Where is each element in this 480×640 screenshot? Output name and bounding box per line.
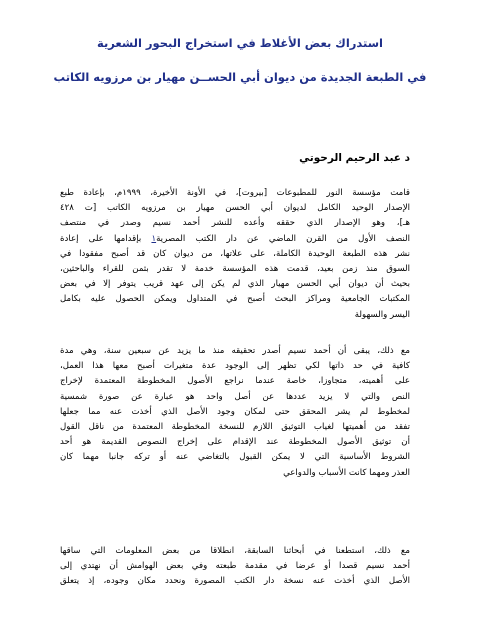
paragraph-line: مع ذلك، يبقى أن أحمد نسيم أصدر تحقيقه منذ ما يزيد عن سبعين سنة، وهي مدة [60, 346, 410, 356]
paragraph-line: مع ذلك، استطعنا في أبحاثنا السابقة، انطلاقا من بعض المعلومات التي ساقها [60, 546, 410, 556]
paragraph-1 [60, 186, 410, 323]
paragraph-line: الأصل الذي أخذت عنه نسخة دار الكتب المصورة ونحدد مكان وجوده، إذ يتعلق [60, 576, 410, 587]
paragraph-line: أحمد نسيم قصدا أو عرضا في مقدمة طبعته وفي بعض الهوامش أن نهتدي إلى [60, 561, 410, 572]
footnote-reference[interactable]: ١ [151, 233, 157, 244]
paragraph-line: هـ]، وهو الإصدار الذي حققه وأعده للنشر أحمد نسيم وصدر في منتصف [60, 218, 410, 229]
paragraph-line: السوق منذ زمن بعيد، قدمت هذه المؤسسة خدمة لا تقدر بثمن للقراء والباحثين، [60, 264, 410, 275]
author-name: د عبد الرحيم الرحوتي [299, 152, 410, 164]
paragraph-line: تفقد من أهميتها لغياب التوثيق اللازم للنسخة المخطوطة المعتمدة من ناقل القول [60, 422, 410, 433]
paragraph-line: المكتبات الجامعية ومراكز البحث أصبح في المتداول ويمكن الحصول عليه بكامل [60, 294, 410, 305]
paragraph-line: لمخطوط لم يشر المحقق حتى لمكان وجود الأصل الذي أخذت عنه مما جعلها [60, 406, 410, 417]
title-line-2: في الطبعة الجديدة من ديوان أبي الحســن مهيار بن مرزويه الكاتب [53, 70, 427, 84]
paragraph-line: اليسر والسهولة [354, 309, 410, 320]
title-line-1: استدراك بعض الأغلاط في استخراج البحور الشعرية [96, 36, 383, 50]
paragraph-line: أن توثيق الأصول المخطوطة عند الإقدام على إخراج النصوص القديمة هو أحد [60, 437, 410, 448]
paragraph-3 [60, 544, 410, 590]
paragraph-line: الإصدار الوحيد الكامل لديوان أبي الحسن مهيار بن مرزويه الكاتب [ت ٤٢٨ [60, 203, 410, 214]
paragraph-line: قامت مؤسسة النور للمطبوعات [بيروت]، في الأونة الأخيرة، ١٩٩٩م، بإعادة طبع [60, 188, 410, 198]
paragraph-line: النص والتي لا يزيد عددها عن أصل واحد هو عبارة عن صورة شمسية [60, 391, 410, 402]
paragraph-line: العذر ومهما كانت الأسباب والدواعي [283, 467, 410, 478]
paragraph-2 [60, 344, 410, 481]
paragraph-line: نشر هذه الطبعة الوحيدة الكاملة، على علاتها، من ديوان كان قد أصبح مفقودا في [60, 248, 410, 259]
paragraph-line-with-note [60, 232, 410, 247]
paragraph-line: على أهميته، متجاوزا، خاصة عندما نراجع الأصول المخطوطة المعتمدة لإخراج [60, 376, 410, 387]
paragraph-line-text: النصف الأول من القرن الماضي عن دار الكتب المصرية [156, 233, 410, 244]
paragraph-line: كافية في حد ذاتها لكي تظهر إلى الوجود عدة متغيرات أصبح معها هذا العمل، [60, 361, 410, 372]
paragraph-line: بحيث أن ديوان أبي الحسن مهيار الذي لم يكن إلى عهد قريب يتوفر إلا في بعض [60, 279, 410, 290]
paragraph-line-tail: بإقدامها على إعادة [60, 233, 152, 244]
paragraph-line: الشروط الأساسية التي لا يمكن القبول بالتغاضي عنه أو تركه جانبا مهما كان [60, 452, 410, 463]
